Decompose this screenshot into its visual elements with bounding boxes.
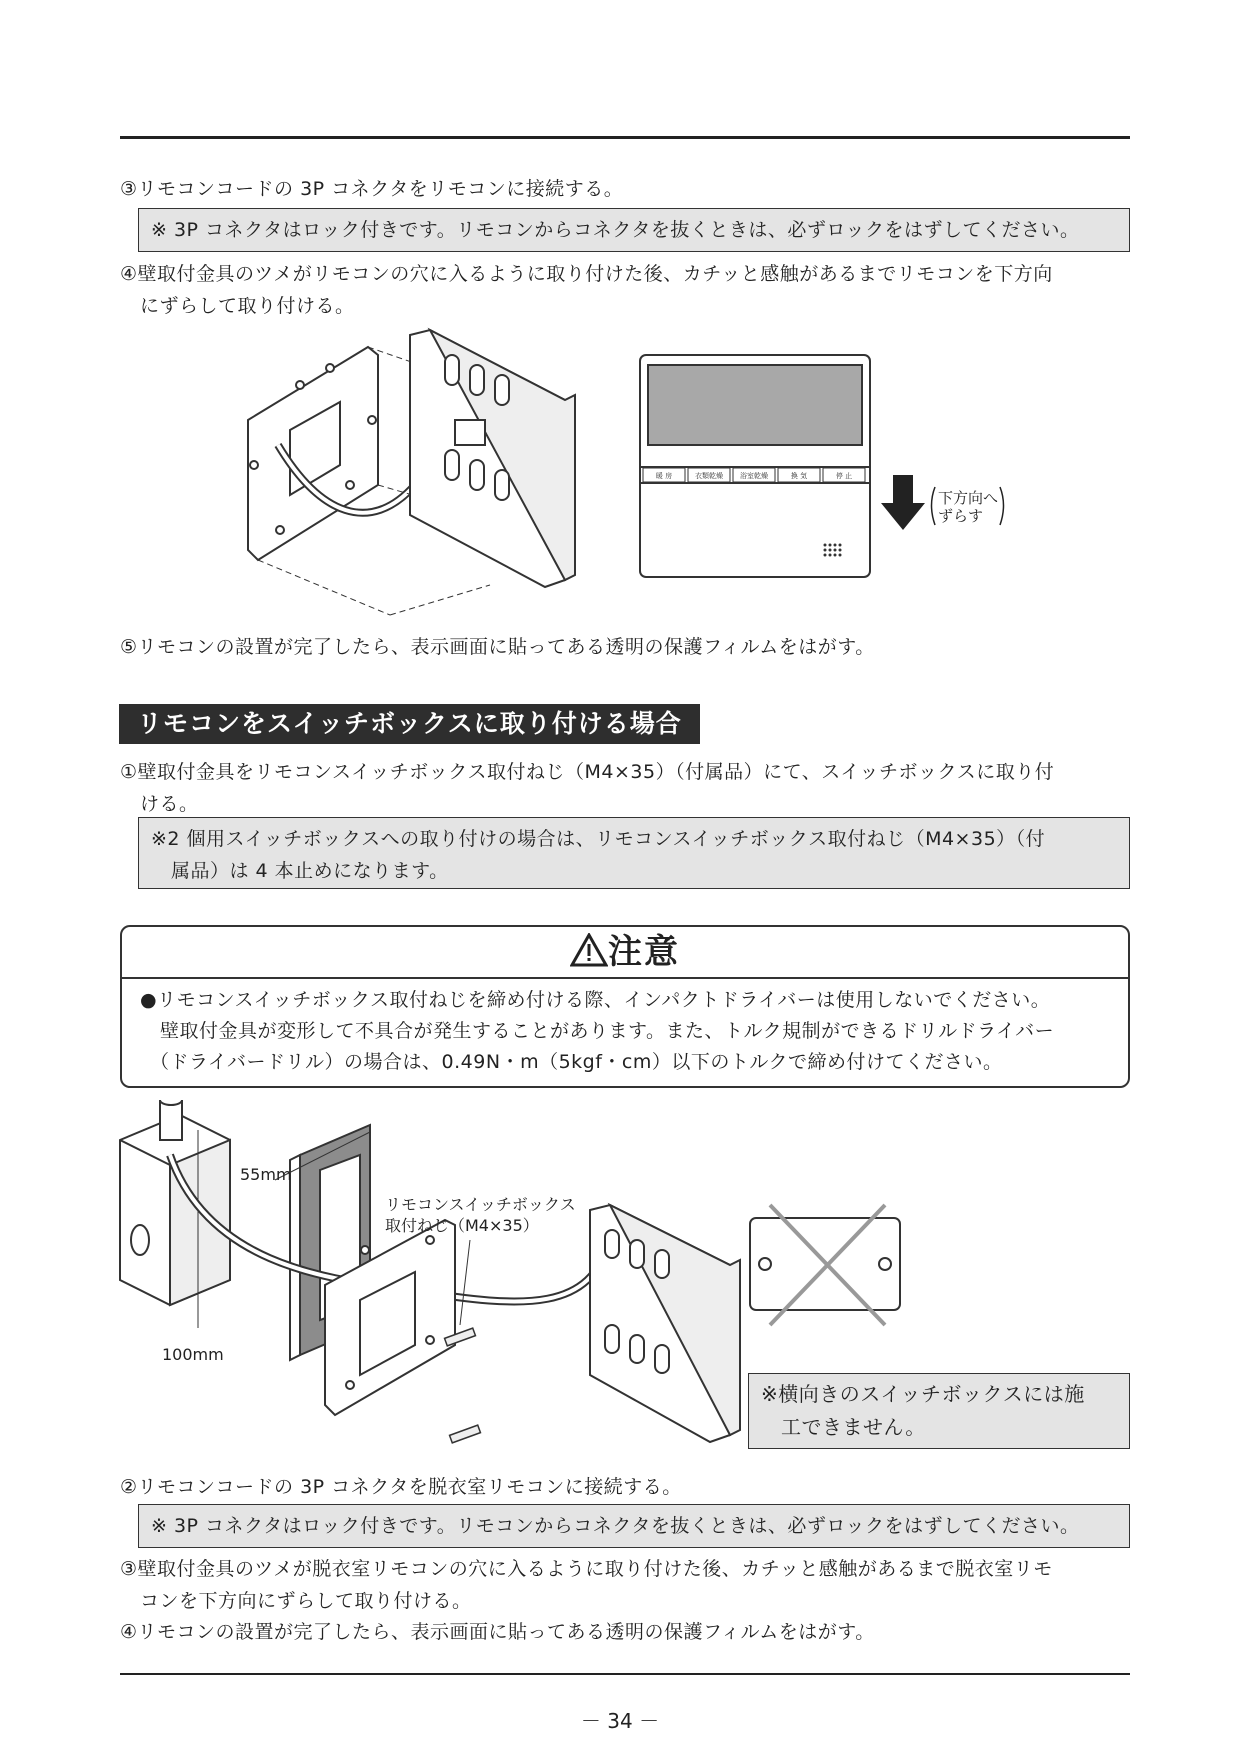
bottom-step-3-text (120, 1553, 1130, 1617)
bottom-step-3-line2: コンを下方向にずらして取り付ける。 (140, 1590, 472, 1612)
arrow-label-line2: ずらす (938, 507, 984, 525)
note-horizontal-box-warning (748, 1373, 1130, 1449)
note-line1: ※2 個用スイッチボックスへの取り付けの場合は、リモコンスイッチボックス取付ねじ（M4×35）（付 (151, 828, 1046, 850)
caution-line1: ●リモコンスイッチボックス取付ねじを締め付ける際、インパクトドライバーは使用しないでください。 (140, 989, 1051, 1011)
caution-body (140, 985, 1110, 1078)
note-line2: 属品）は 4 本止めになります。 (171, 860, 449, 882)
step-5-text: ⑤リモコンの設置が完了したら、表示画面に貼ってある透明の保護フィルムをはがす。 (120, 636, 875, 658)
section-step-1-text (120, 756, 1130, 820)
note-connector-lock (138, 208, 1130, 252)
remote-buttons (643, 468, 865, 482)
caution-title-text: 注意 (608, 932, 680, 972)
down-arrow-icon (881, 475, 925, 530)
dim-height-label: 100mm (162, 1345, 224, 1364)
caution-line2: 壁取付金具が変形して不具合が発生することがあります。また、トルク規制ができるドリルドライバー (160, 1020, 1055, 1042)
note-bottom-text: ※ 3P コネクタはロック付きです。リモコンからコネクタを抜くときは、必ずロックをはずしてください。 (151, 1515, 1080, 1537)
wall-bracket (248, 347, 378, 560)
note-text: ※ 3P コネクタはロック付きです。リモコンからコネクタを抜くときは、必ずロックをはずしてください。 (151, 219, 1080, 241)
warning-line1: ※横向きのスイッチボックスには施 (761, 1382, 1085, 1406)
section-step-1-line1: ①壁取付金具をリモコンスイッチボックス取付ねじ（M4×35）（付属品）にて、スイッチボックスに取り付 (120, 761, 1055, 783)
switch-box (120, 1100, 230, 1305)
top-rule (120, 136, 1130, 139)
bottom-rule (120, 1673, 1130, 1675)
arrow-label-line1: 下方向へ (938, 489, 999, 507)
screw-icon (445, 1328, 481, 1443)
remote-back (590, 1205, 740, 1442)
dim-width-label: 55mm (240, 1165, 292, 1184)
caution-title (122, 927, 1128, 977)
page-number: － 34 － (580, 1709, 660, 1733)
button-cloth-dry: 衣類乾燥 (695, 472, 723, 480)
section-step-1-line2: ける。 (140, 793, 199, 815)
note-two-gang-box (138, 817, 1130, 889)
button-ventilate: 換 気 (790, 472, 808, 480)
bottom-step-2-text: ②リモコンコードの 3P コネクタを脱衣室リモコンに接続する。 (120, 1476, 682, 1498)
bottom-step-4-text: ④リモコンの設置が完了したら、表示画面に貼ってある透明の保護フィルムをはがす。 (120, 1621, 875, 1643)
caution-box (120, 925, 1130, 1088)
caution-header (122, 927, 1128, 979)
screw-label-line2: 取付ねじ（M4×35） (385, 1216, 539, 1235)
note-connector-lock-bottom (138, 1504, 1130, 1548)
section-title: リモコンをスイッチボックスに取り付ける場合 (119, 704, 700, 744)
screw-label-line1: リモコンスイッチボックス (385, 1195, 576, 1214)
bottom-step-3-line1: ③壁取付金具のツメが脱衣室リモコンの穴に入るように取り付けた後、カチッと感触があるまで脱衣室リモ (120, 1558, 1053, 1580)
screw-label (385, 1195, 576, 1235)
step-4-text (120, 258, 1130, 322)
figure-mounting-diagram (230, 325, 1050, 625)
button-bath-dry: 浴室乾燥 (740, 472, 768, 480)
remote-back (410, 330, 575, 587)
step-4-line1: ④壁取付金具のツメがリモコンの穴に入るように取り付けた後、カチッと感触があるまでリモコンを下方向 (120, 263, 1053, 285)
warning-line2: 工できません。 (781, 1415, 926, 1439)
button-heat: 暖 房 (655, 472, 673, 480)
step-4-line2: にずらして取り付ける。 (140, 295, 355, 317)
button-stop: 停 止 (835, 472, 853, 480)
warning-triangle-icon (570, 933, 608, 967)
caution-line3: （ドライバードリル）の場合は、0.49N・m（5kgf・cm）以下のトルクで締め付けてください。 (150, 1051, 1003, 1073)
step-3-text: ③リモコンコードの 3P コネクタをリモコンに接続する。 (120, 178, 624, 200)
